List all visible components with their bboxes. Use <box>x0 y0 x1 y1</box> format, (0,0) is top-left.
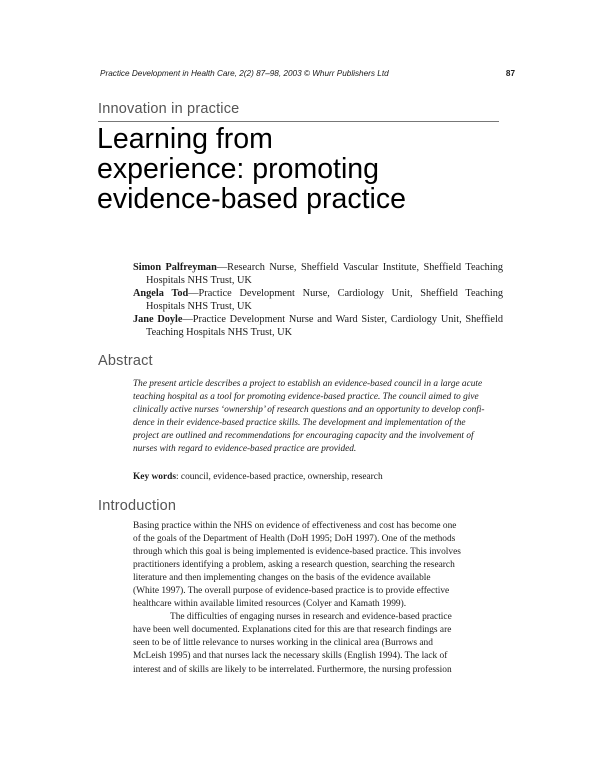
body-line: McLeish 1995) and that nurses lack the necessary skills (English 1994). The lack of <box>133 651 448 662</box>
title-line: Learning from <box>97 123 273 155</box>
journal-citation: Practice Development in Health Care, 2(2) 87–98, 2003 © Whurr Publishers Ltd <box>100 69 389 78</box>
body-line: Basing practice within the NHS on evidence of effectiveness and cost has become one <box>133 521 457 531</box>
author-name: Simon Palfreyman <box>133 262 217 273</box>
abstract-text <box>133 378 503 456</box>
abstract-line: The present article describes a project to establish an evidence-based council in a large acute <box>133 379 483 389</box>
title-line: evidence-based practice <box>97 183 406 215</box>
introduction-text <box>133 520 503 677</box>
introduction-heading: Introduction <box>98 498 177 514</box>
keywords-label: Key words <box>133 472 176 482</box>
abstract-line: teaching hospital as a tool for promoting evidence-based practice. The council aimed to give <box>133 392 479 403</box>
abstract-line: nurses with regard to evidence-based practice are provided. <box>133 444 357 455</box>
abstract-line: project are outlined and recommendations for encouraging capacity and the involvement of <box>133 431 474 442</box>
page-number: 87 <box>505 69 515 78</box>
section-label: Innovation in practice <box>98 101 240 117</box>
body-line: of the goals of the Department of Health (DoH 1995; DoH 1997). One of the methods <box>133 534 456 545</box>
body-line: (White 1997). The overall purpose of evidence-based practice is to provide effective <box>133 586 450 597</box>
body-line: healthcare within available limited resources (Colyer and Kamath 1999). <box>133 599 407 610</box>
author-name: Jane Doyle <box>133 314 183 326</box>
body-line: literature and then implementing changes on the basis of the evidence available <box>133 573 431 584</box>
body-line: through which this goal is being implemented is evidence-based practice. This involves <box>133 547 461 558</box>
section-divider <box>98 121 499 122</box>
abstract-line: clinically active nurses ‘ownership’ of research questions and an opportunity to develop confi- <box>133 405 485 416</box>
author-entry <box>133 287 503 313</box>
author-entry <box>133 313 503 339</box>
body-line: The difficulties of engaging nurses in research and evidence-based practice <box>170 612 452 623</box>
author-entry <box>133 261 503 287</box>
keywords-list: : council, evidence-based practice, ownership, research <box>175 472 383 482</box>
author-affiliation: —Practice Development Nurse and Ward Sister, Cardiology Unit, Sheffield Teaching Hospitals NHS Trust, UK <box>146 314 503 339</box>
keywords <box>133 472 503 482</box>
author-name: Angela Tod <box>133 288 189 300</box>
title-line: experience: promoting <box>97 153 379 185</box>
body-line: seen to be of little relevance to nurses working in the clinical area (Burrows and <box>133 638 433 649</box>
author-affiliation: —Research Nurse, Sheffield Vascular Institute, Sheffield Teaching Hospitals NHS Trust, UK <box>146 262 503 287</box>
body-line: have been well documented. Explanations cited for this are that research findings are <box>133 625 452 636</box>
body-line: practitioners identifying a problem, asking a research question, searching the research <box>133 560 455 571</box>
author-affiliation: —Practice Development Nurse, Cardiology Unit, Sheffield Teaching Hospitals NHS Trust, UK <box>146 288 503 313</box>
running-head <box>100 69 520 81</box>
abstract-heading: Abstract <box>98 353 153 369</box>
article-title <box>97 124 517 214</box>
body-line: interest and of skills are likely to be interrelated. Furthermore, the nursing profession <box>133 664 452 675</box>
abstract-line: dence in their evidence-based practice skills. The development and implementation of the <box>133 418 466 429</box>
author-list <box>133 261 503 340</box>
